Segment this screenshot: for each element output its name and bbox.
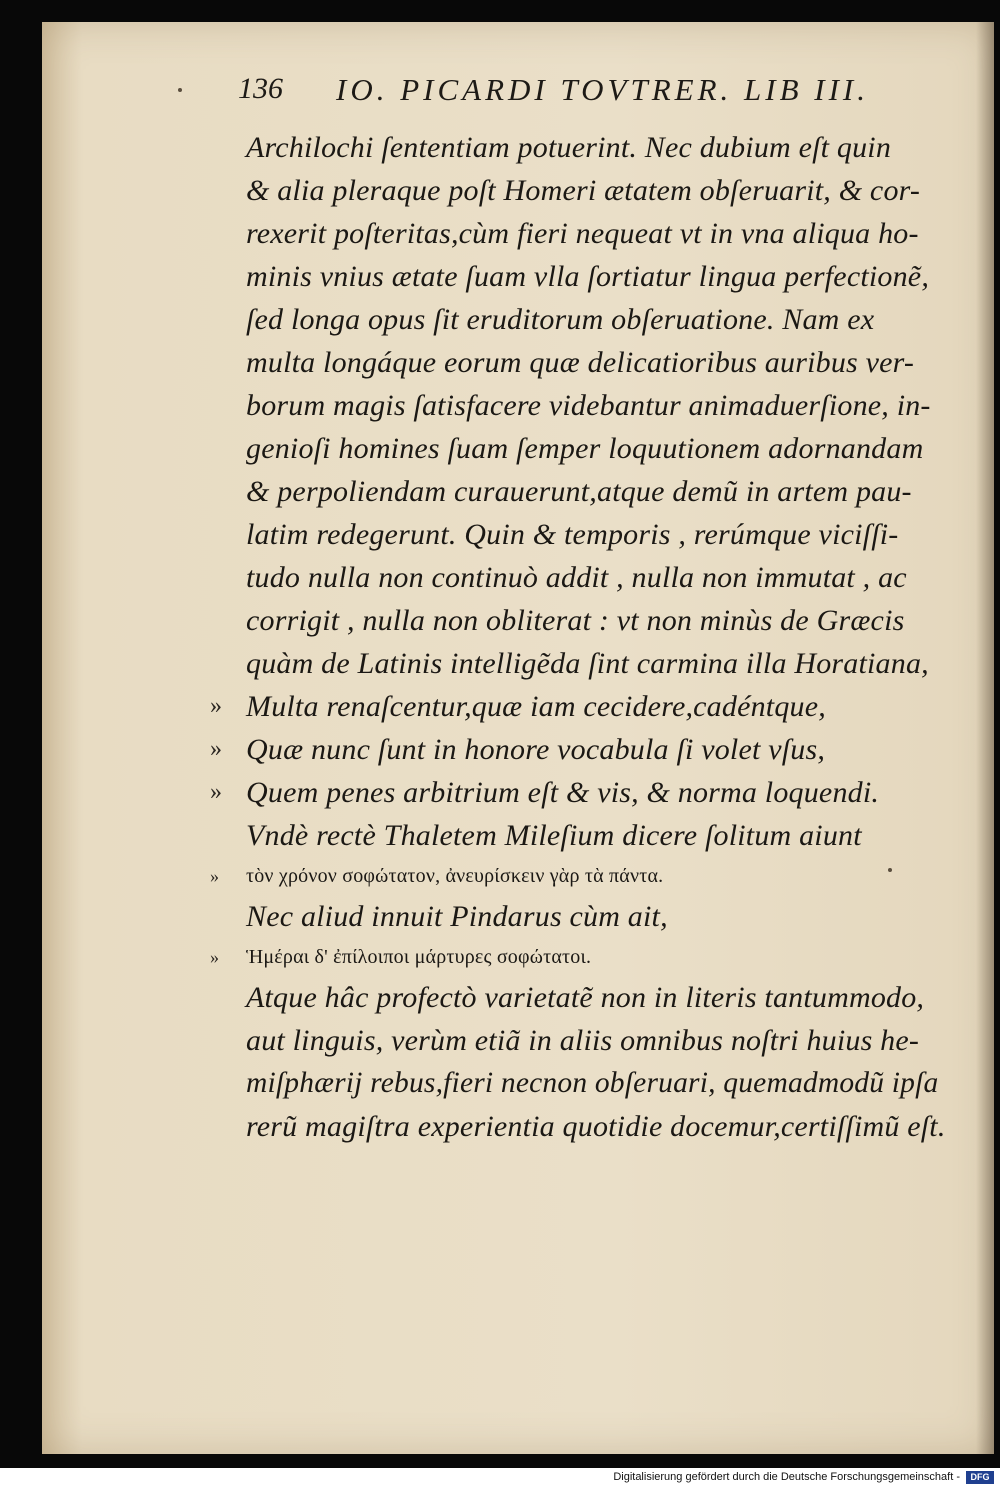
line-text: multa longáque eorum quæ delicatioribus auribus ver-: [246, 346, 915, 379]
text-line: [246, 513, 946, 556]
text-line: [246, 384, 946, 427]
dfg-logo: DFG: [966, 1471, 994, 1484]
quotation-marker: »: [210, 866, 220, 886]
text-line: [210, 685, 946, 728]
line-text: tudo nulla non continuò addit , nulla non immutat , ac: [246, 561, 907, 594]
text-line: [246, 470, 946, 513]
text-line: [246, 556, 946, 599]
line-text: Vndè rectè Thaletem Mileſium dicere ſolitum aiunt: [246, 819, 862, 852]
line-text: rerũ magiſtra experientia quotidie docemur,certiſſimũ eſt.: [246, 1110, 946, 1143]
text-line: [246, 212, 946, 255]
quotation-marker: »: [210, 947, 220, 967]
line-text: Archilochi ſententiam potuerint. Nec dubium eſt quin: [246, 131, 892, 164]
quotation-marker: »: [210, 736, 223, 762]
ink-speck: [178, 88, 182, 92]
line-text: aut linguis, verùm etiã in aliis omnibus noſtri huius he-: [246, 1024, 920, 1057]
line-text: τὸν χρόνον σοφώτατον, ἀνευρίσκειν γὰρ τὰ πάντα.: [246, 865, 664, 887]
line-text: minis vnius ætate ſuam vlla ſortiatur lingua perfectionẽ,: [246, 260, 930, 293]
line-text: Quem penes arbitrium eſt & vis, & norma loquendi.: [246, 776, 880, 809]
line-text: Quæ nunc ſunt in honore vocabula ſi volet vſus,: [246, 733, 826, 766]
line-text: corrigit , nulla non obliterat : vt non minùs de Græcis: [246, 604, 905, 637]
page-gutter-shadow: [976, 22, 994, 1454]
text-line: [246, 169, 946, 212]
text-line: [246, 895, 946, 938]
quotation-marker: »: [210, 779, 223, 805]
text-line: [246, 255, 946, 298]
line-text: quàm de Latinis intelligẽda ſint carmina illa Horatiana,: [246, 647, 929, 680]
line-text: Ἡμέραι δ' ἐπίλοιποι μάρτυρες σοφώτατοι.: [246, 946, 592, 968]
body-text: [210, 126, 946, 1148]
line-text: Atque hâc profectò varietatẽ non in literis tantummodo,: [246, 981, 925, 1014]
text-line: [246, 1062, 946, 1105]
line-text: miſphærij rebus,fieri necnon obſeruari, quemadmodũ ipſa: [246, 1067, 939, 1099]
text-line: [246, 1105, 946, 1148]
line-text: ſed longa opus ſit eruditorum obſeruatione. Nam ex: [246, 303, 875, 336]
running-title: IO. PICARDI TOVTRER. LIB III.: [336, 72, 870, 107]
line-text: Nec aliud innuit Pindarus cùm ait,: [246, 900, 668, 933]
text-line: [210, 728, 946, 771]
text-line: [246, 298, 946, 341]
page-number: 136: [238, 72, 283, 105]
line-text: borum magis ſatisfacere videbantur animaduerſione, in-: [246, 389, 931, 422]
greek-quotation-line: [210, 857, 946, 895]
text-line: [246, 341, 946, 384]
text-line: [246, 427, 946, 470]
quotation-marker: »: [210, 693, 223, 719]
text-line: [246, 976, 946, 1019]
text-line: [246, 599, 946, 642]
line-text: Multa renaſcentur,quæ iam cecidere,cadéntque,: [246, 690, 826, 723]
line-text: & alia pleraque poſt Homeri ætatem obſeruarit, & cor-: [246, 174, 921, 207]
line-text: rexerit poſteritas,cùm fieri nequeat vt in vna aliqua ho-: [246, 217, 919, 250]
line-text: & perpoliendam curauerunt,atque demũ in artem pau-: [246, 475, 912, 508]
greek-quotation-line: [210, 938, 946, 976]
footer-bar: [0, 1468, 1000, 1488]
text-line: [210, 771, 946, 814]
text-line: [246, 1019, 946, 1062]
page-header: [238, 70, 938, 114]
text-line: [246, 814, 946, 857]
text-line: [246, 126, 946, 169]
line-text: genioſi homines ſuam ſemper loquutionem adornandam: [246, 432, 924, 465]
line-text: latim redegerunt. Quin & temporis , rerúmque viciſſi-: [246, 518, 899, 551]
footer-credit: Digitalisierung gefördert durch die Deutsche Forschungsgemeinschaft -: [613, 1471, 960, 1483]
ink-speck: [888, 868, 892, 872]
text-line: [246, 642, 946, 685]
